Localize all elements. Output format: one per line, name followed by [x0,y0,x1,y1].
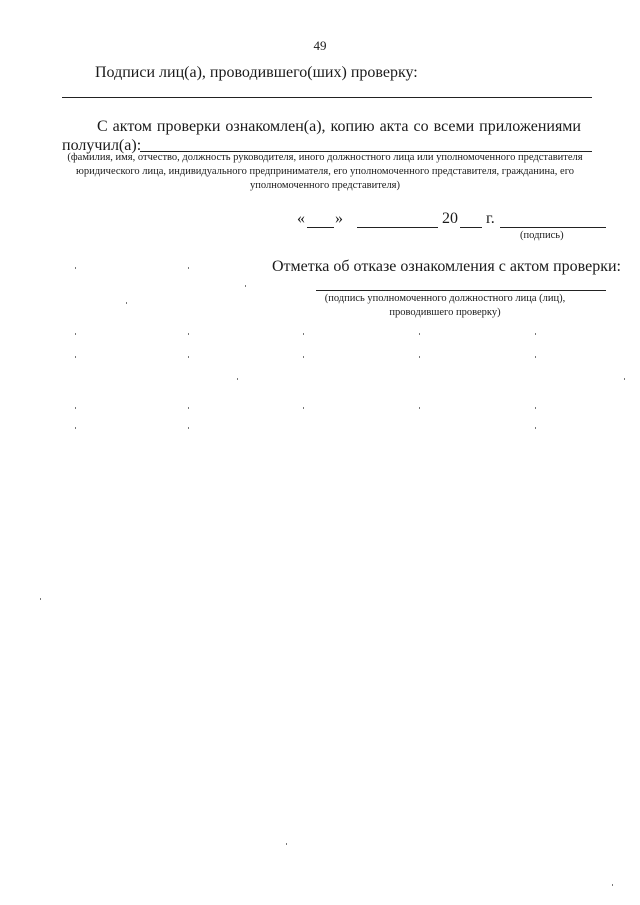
scan-speck [245,285,246,287]
signatures-label: Подписи лиц(а), проводившего(ших) проверку: [95,64,418,81]
scan-speck [624,378,625,380]
acknowledgement-line1: С актом проверки ознакомлен(а), копию акта со всеми приложениями [97,118,581,135]
page-number: 49 [313,38,327,53]
scan-speck [188,407,189,409]
scan-speck [419,356,420,358]
scan-speck [188,267,189,269]
scan-speck [75,427,76,429]
scan-speck [75,333,76,335]
scan-speck [188,427,189,429]
scan-speck [188,356,189,358]
refusal-signature-line [316,290,606,291]
scan-speck [419,333,420,335]
date-month-line [357,227,438,228]
scan-speck [419,407,420,409]
scan-speck [303,407,304,409]
scan-speck [75,356,76,358]
signature-line [500,227,606,228]
date-year-line [460,227,482,228]
scan-speck [75,407,76,409]
scan-speck [535,333,536,335]
date-day-line [307,227,334,228]
scan-speck [535,407,536,409]
scan-speck [40,598,41,600]
scan-speck [237,378,238,380]
date-close-quote: » [335,210,343,227]
date-year-suffix: г. [486,210,495,227]
official-signature-note: (подпись уполномоченного должностного лица (лиц), проводившего проверку) [324,293,566,318]
person-details-note: (фамилия, имя, отчество, должность руководителя, иного должностного лица или уполномоченного представителя юридического лица, индивидуального предпринимателя, его уполномоченного представителя, гражданина, его уполномоченного представителя) [67,152,583,191]
scan-speck [286,843,287,845]
scan-speck [535,427,536,429]
scan-speck [612,884,613,886]
signature-caption: (подпись) [520,230,564,241]
date-year-prefix: 20 [442,210,458,227]
refusal-label: Отметка об отказе ознакомления с актом проверки: [272,258,621,275]
scan-speck [535,356,536,358]
signatures-line [62,97,592,98]
acknowledgement-line2: получил(а): [62,137,142,154]
date-open-quote: « [297,210,305,227]
scan-speck [303,333,304,335]
scan-speck [75,267,76,269]
scan-speck [303,356,304,358]
scan-speck [188,333,189,335]
scan-speck [126,302,127,304]
